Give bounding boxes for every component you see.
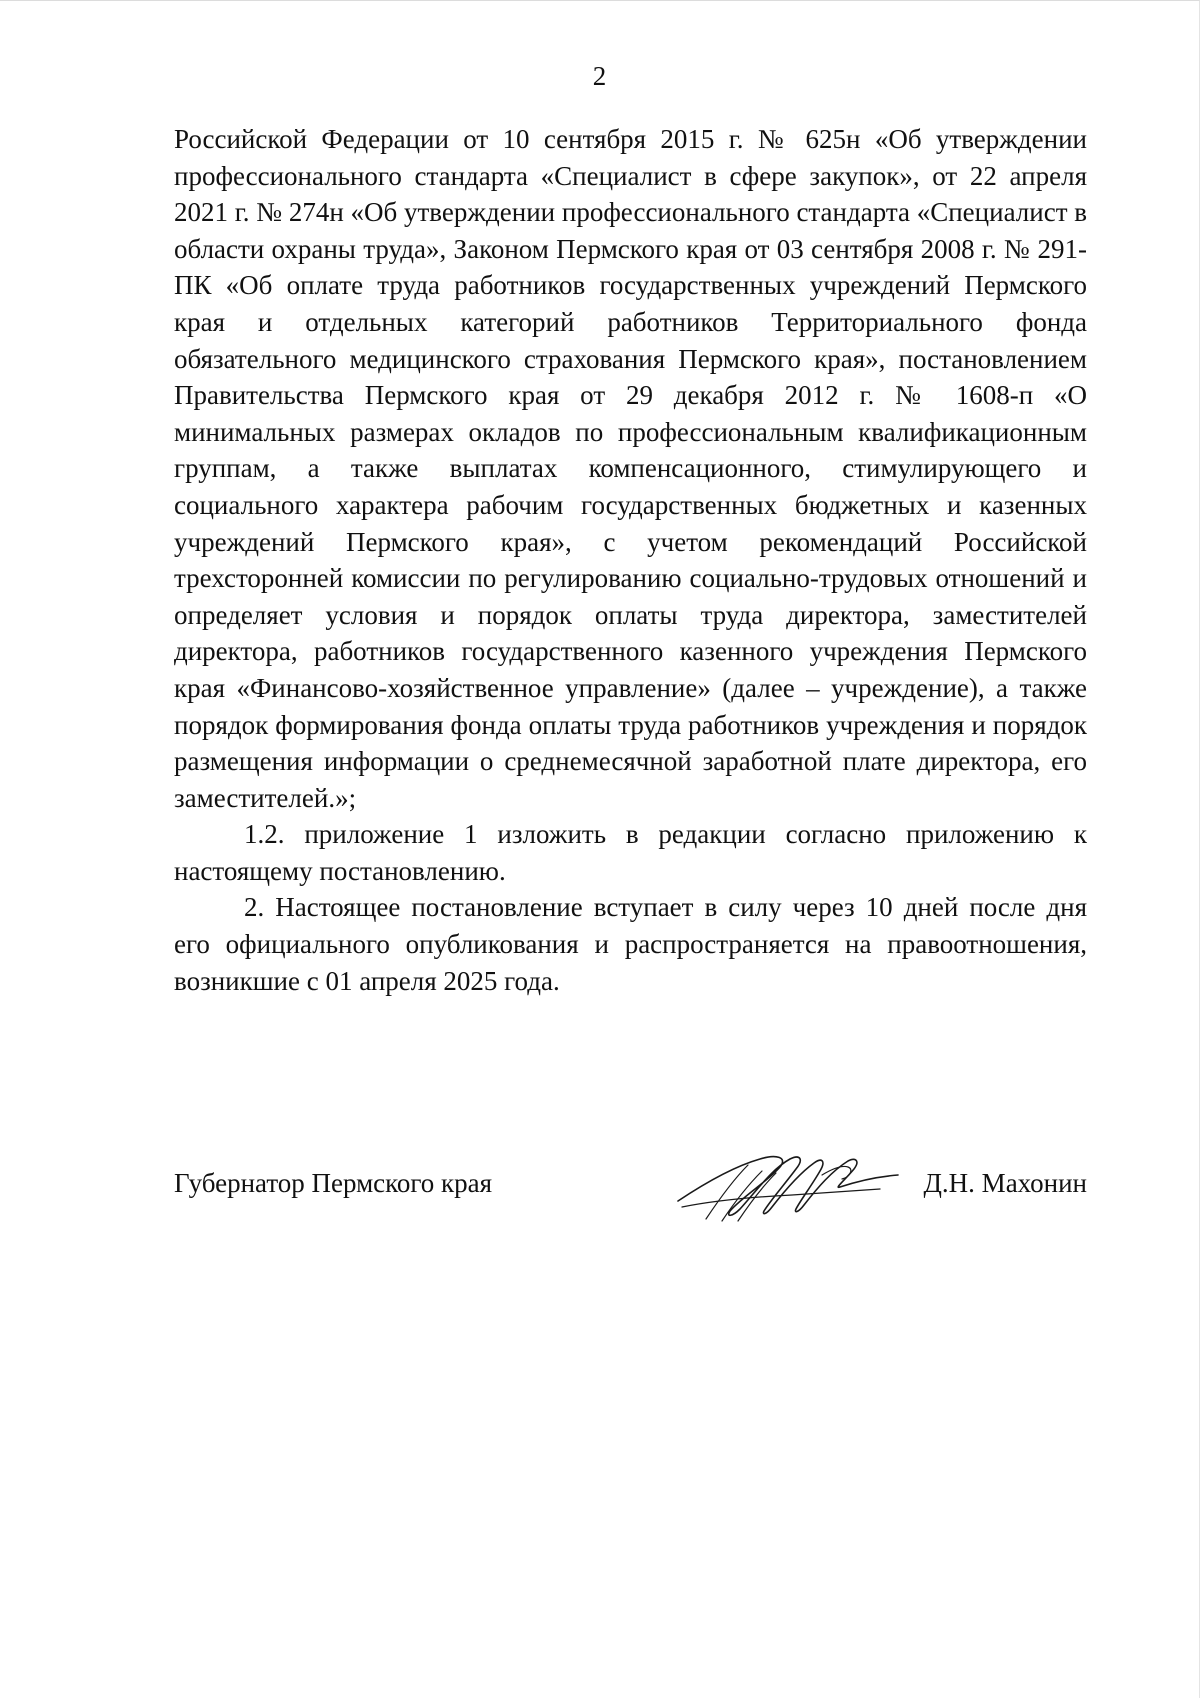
signer-title: Губернатор Пермского края [174, 1168, 493, 1198]
signer-name: Д.Н. Махонин [923, 1168, 1087, 1198]
paragraph-item-1-2: 1.2. приложение 1 изложить в редакции согласно приложению к настоящему постановлению. [174, 819, 1087, 886]
document-body [174, 121, 1087, 999]
paragraph-item-2: 2. Настоящее постановление вступает в силу через 10 дней после дня его официального опубликования и распространяется на правоотношения, возникшие с 01 апреля 2025 года. [174, 892, 1087, 996]
paragraph-continuation: Российской Федерации от 10 сентября 2015 г. № 625н «Об утверждении профессионального стандарта «Специалист в сфере закупок», от 22 апреля 2021 г. № 274н «Об утверждении профессионального стандарта «Специалист в области охраны труда», Законом Пермского края от 03 сентября 2008 г. № 291-ПК «Об оплате труда работников государственных учреждений Пермского края и отдельных категорий работников Территориального фонда обязательного медицинского страхования Пермского края», постановлением Правительства Пермского края от 29 декабря 2012 г. № 1608-п «О минимальных размерах окладов по профессиональным квалификационным группам, а также выплатах компенсационного, стимулирующего и социального характера рабочим государственных бюджетных и казенных учреждений Пермского края», с учетом рекомендаций Российской трехсторонней комиссии по регулированию социально-трудовых отношений и определяет условия и порядок оплаты труда директора, заместителей директора, работников государственного казенного учреждения Пермского края «Финансово-хозяйственное управление» (далее – учреждение), а также порядок формирования фонда оплаты труда работников учреждения и порядок размещения информации о среднемесячной заработной плате директора, его заместителей.»; [174, 124, 1087, 813]
handwritten-signature [672, 1145, 902, 1225]
signature-block [174, 1159, 1087, 1219]
page-number: 2 [592, 61, 607, 91]
